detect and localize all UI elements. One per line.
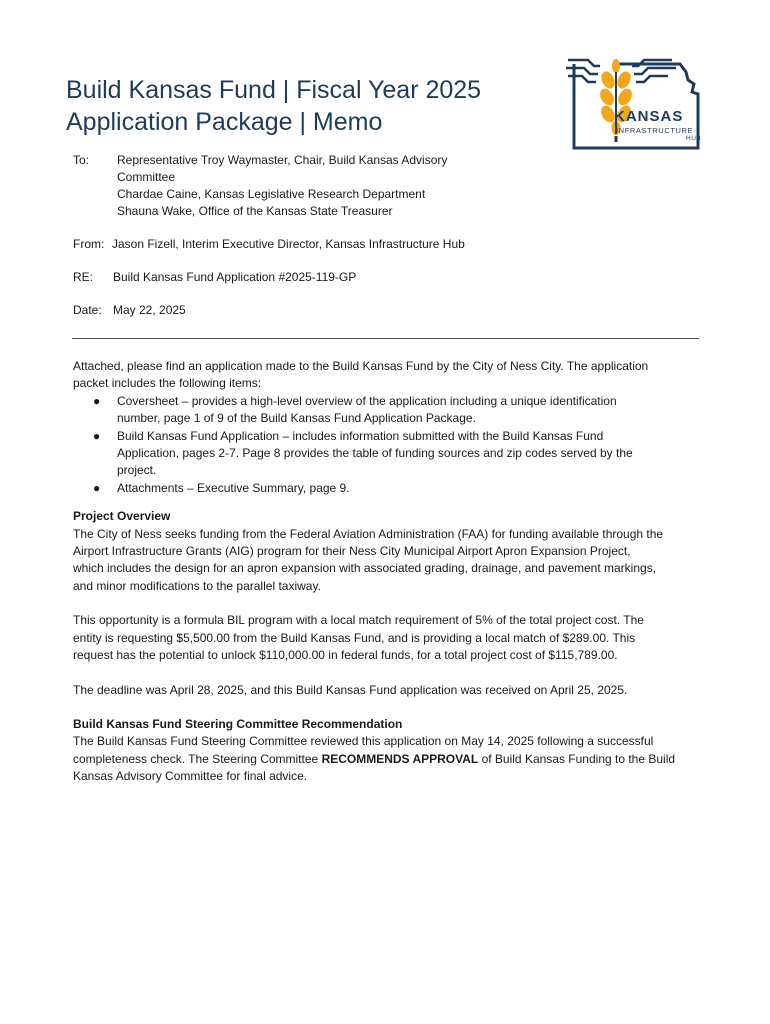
funding-line: entity is requesting $5,500.00 from the Build Kansas Fund, and is providing a local match of $289.00. This xyxy=(73,630,636,645)
funding-line: This opportunity is a formula BIL program with a local match requirement of 5% of the total project cost. The xyxy=(73,613,644,628)
recommendation-heading: Build Kansas Fund Steering Committee Recommendation xyxy=(73,716,403,731)
recommendation-text: of Build Kansas Funding to the Build xyxy=(478,751,676,766)
title-line-1: Build Kansas Fund | Fiscal Year 2025 xyxy=(66,76,482,104)
overview-line: which includes the design for an apron expansion with associated grading, drainage, and pavement markings, xyxy=(73,561,657,576)
to-line: Chardae Caine, Kansas Legislative Research Department xyxy=(117,187,426,201)
logo-wordmark: KANSAS xyxy=(614,108,684,125)
date-label: Date: xyxy=(73,303,102,317)
overview-line: Airport Infrastructure Grants (AIG) program for their Ness City Municipal Airport Apron Expansion Project, xyxy=(73,544,631,559)
intro-line: Attached, please find an application made to the Build Kansas Fund by the City of Ness City. The application xyxy=(73,359,649,373)
list-item-line: project. xyxy=(117,463,157,478)
to-line: Shauna Wake, Office of the Kansas State Treasurer xyxy=(117,204,393,218)
recommendation-line: The Build Kansas Fund Steering Committee reviewed this application on May 14, 2025 following a successful xyxy=(73,734,654,749)
re-label: RE: xyxy=(73,270,94,284)
to-recipients xyxy=(117,152,477,220)
recommendation-text: completeness check. The Steering Committee xyxy=(73,751,322,766)
funding-line: request has the potential to unlock $110,000.00 in federal funds, for a total project cost of $115,789.00. xyxy=(73,648,618,663)
logo-hub: HUB xyxy=(686,135,702,142)
list-item-line: Build Kansas Fund Application – includes information submitted with the Build Kansas Fund xyxy=(117,428,604,443)
deadline-line: The deadline was April 28, 2025, and this Build Kansas Fund application was received on April 25, 2025. xyxy=(73,682,628,697)
to-line: Committee xyxy=(117,170,176,184)
date-value: May 22, 2025 xyxy=(113,303,186,317)
list-item-line: number, page 1 of 9 of the Build Kansas Fund Application Package. xyxy=(117,411,476,426)
to-line: Representative Troy Waymaster, Chair, Build Kansas Advisory xyxy=(117,153,448,167)
list-item xyxy=(73,393,701,428)
memo-title xyxy=(66,74,546,138)
to-label: To: xyxy=(73,153,90,167)
bullet-icon: ● xyxy=(93,480,101,495)
overview-line: The City of Ness seeks funding from the Federal Aviation Administration (FAA) for funding available through the xyxy=(73,526,664,541)
list-item-line: Attachments – Executive Summary, page 9. xyxy=(117,480,350,495)
bullet-icon: ● xyxy=(93,393,101,408)
intro-line: packet includes the following items: xyxy=(73,376,262,391)
from-label: From: xyxy=(73,237,105,251)
wheat-state-outline-icon xyxy=(560,54,706,154)
title-line-2: Application Package | Memo xyxy=(66,108,383,136)
list-item xyxy=(73,480,701,497)
from-value: Jason Fizell, Interim Executive Director, Kansas Infrastructure Hub xyxy=(112,237,465,251)
list-item xyxy=(73,428,701,480)
items-list xyxy=(73,393,701,497)
list-item-line: Coversheet – provides a high-level overview of the application including a unique identification xyxy=(117,393,617,408)
recommends-approval-text: RECOMMENDS APPROVAL xyxy=(321,751,479,766)
logo-subtitle: INFRASTRUCTURE xyxy=(616,126,694,135)
bullet-icon: ● xyxy=(93,428,101,443)
memo-body xyxy=(73,358,701,786)
recommendation-line xyxy=(73,751,701,768)
header-divider xyxy=(72,338,699,339)
re-value: Build Kansas Fund Application #2025-119-GP xyxy=(113,270,357,284)
list-item-line: Application, pages 2-7. Page 8 provides the table of funding sources and zip codes served by the xyxy=(117,446,633,461)
overview-heading: Project Overview xyxy=(73,509,171,524)
overview-line: and minor modifications to the parallel taxiway. xyxy=(73,578,321,593)
kansas-infrastructure-hub-logo xyxy=(560,54,706,154)
recommendation-line: Kansas Advisory Committee for final advice. xyxy=(73,769,308,784)
